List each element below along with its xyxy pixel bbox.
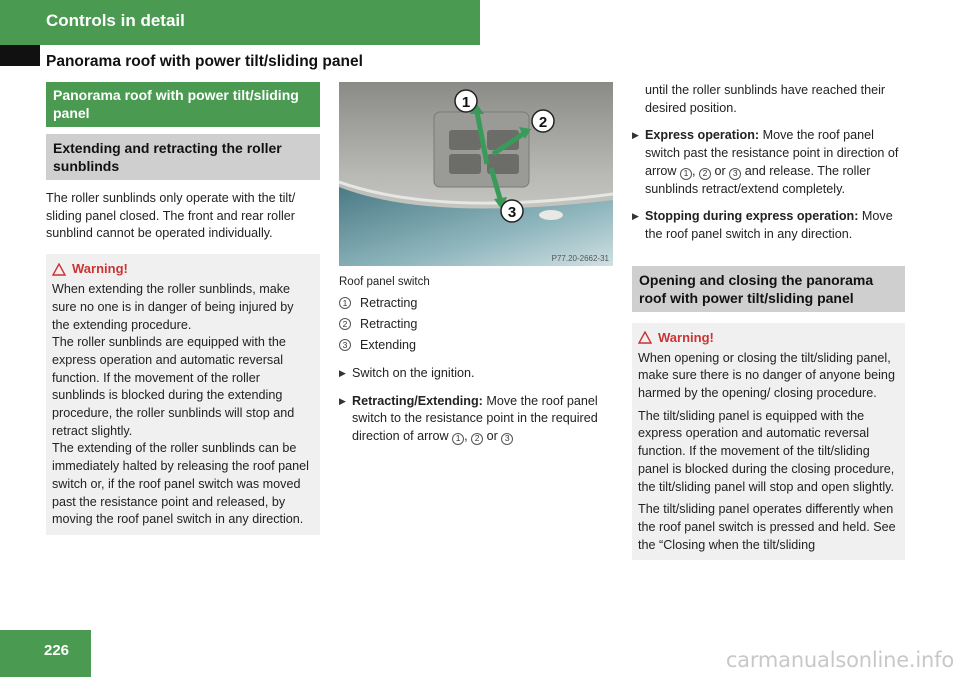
bullet-arrow-icon: ▶ bbox=[632, 130, 639, 141]
bullet-arrow-icon: ▶ bbox=[339, 368, 346, 378]
watermark: carmanualsonline.info bbox=[725, 648, 954, 672]
warning-box bbox=[46, 254, 320, 535]
number-1-icon: 1 bbox=[680, 168, 692, 180]
warning-paragraph: The tilt/sliding panel operates differently when the roof panel switch is pressed and held. See the “Closing when the tilt/sliding bbox=[638, 502, 896, 552]
step-body: Move the roof panel switch past the resistance point in direction of arrow bbox=[645, 128, 899, 178]
intro-paragraph: The roller sunblinds only operate with the tilt/ sliding panel closed. The front and rear roller sunblind cannot be operated individually. bbox=[46, 191, 296, 241]
section-title: Controls in detail bbox=[46, 11, 185, 30]
roof-panel-switch-photo bbox=[339, 82, 613, 266]
legend-list bbox=[339, 292, 613, 355]
callout-2: 2 bbox=[538, 114, 548, 131]
separator-text: or bbox=[714, 163, 726, 178]
number-1-icon: 1 bbox=[339, 297, 351, 309]
step-text bbox=[645, 127, 905, 198]
step-body: Move the roof panel switch to the resistance point in the required direction of arrow bbox=[352, 393, 598, 444]
page-subtitle: Panorama roof with power tilt/sliding panel bbox=[46, 53, 363, 70]
warning-title-text: Warning! bbox=[658, 329, 714, 345]
step-text bbox=[645, 208, 905, 243]
bullet-arrow-icon: ▶ bbox=[632, 211, 639, 222]
warning-title bbox=[52, 260, 314, 278]
legend-label: Retracting bbox=[360, 295, 418, 310]
section-heading: Panorama roof with power tilt/sliding panel bbox=[46, 82, 320, 127]
step-label: Express operation: bbox=[645, 128, 760, 143]
warning-paragraph: When extending the roller sunblinds, make sure no one is in danger of being injured by the extending procedure. bbox=[52, 282, 294, 332]
callout-3: 3 bbox=[507, 204, 517, 221]
separator-text: , bbox=[692, 163, 696, 178]
page-number: 226 bbox=[44, 642, 70, 659]
legend-item bbox=[339, 313, 613, 334]
step-label: Stopping during express operation: bbox=[645, 209, 859, 224]
step-body: and release. The roller sunblinds retract/extend completely. bbox=[645, 163, 871, 196]
number-2-icon: 2 bbox=[699, 168, 711, 180]
legend-label: Extending bbox=[360, 337, 417, 352]
photo-code: P77.20-2662-31 bbox=[551, 254, 609, 263]
number-3-icon: 3 bbox=[501, 433, 513, 445]
step-text: Switch on the ignition. bbox=[352, 366, 475, 380]
continued-text: until the roller sunblinds have reached their desired position. bbox=[645, 83, 886, 115]
callout-1: 1 bbox=[461, 94, 471, 111]
number-3-icon: 3 bbox=[339, 339, 351, 351]
step-body: Move the roof panel switch in any direction. bbox=[645, 209, 893, 241]
number-3-icon: 3 bbox=[729, 168, 741, 180]
column-right bbox=[632, 82, 905, 560]
legend-item bbox=[339, 292, 613, 313]
step-item bbox=[632, 127, 905, 198]
step-item bbox=[339, 393, 613, 446]
warning-triangle-icon bbox=[52, 263, 66, 276]
warning-title-text: Warning! bbox=[72, 261, 128, 277]
step-text bbox=[352, 393, 613, 446]
photo-caption: Roof panel switch bbox=[339, 276, 430, 288]
warning-triangle-icon bbox=[638, 331, 652, 344]
column-middle bbox=[339, 82, 613, 446]
warning-paragraph: The roller sunblinds are equipped with the express operation and automatic reversal function. If the movement of the roller sunblinds is blocked during the extending procedure, the roller sunblinds will stop and retract slightly. bbox=[52, 335, 295, 438]
warning-title bbox=[638, 329, 899, 347]
number-1-icon: 1 bbox=[452, 433, 464, 445]
step-item bbox=[339, 365, 613, 383]
subsection-heading: Extending and retracting the roller sunblinds bbox=[46, 134, 320, 180]
separator-text: or bbox=[486, 429, 498, 444]
subsection-heading: Opening and closing the panorama roof with power tilt/sliding panel bbox=[632, 266, 905, 312]
number-2-icon: 2 bbox=[471, 433, 483, 445]
legend-item bbox=[339, 334, 613, 355]
separator-text: , bbox=[464, 429, 468, 444]
header-tab-marker bbox=[0, 45, 40, 66]
warning-paragraph: The tilt/sliding panel is equipped with the express operation and automatic reversal function. If the movement of the tilt/sliding panel is blocked during the closing procedure, the tilt/sliding panel will stop and open slightly. bbox=[638, 408, 895, 494]
step-label: Retracting/Extending: bbox=[352, 393, 483, 408]
column-left bbox=[46, 82, 320, 535]
bullet-arrow-icon: ▶ bbox=[339, 395, 346, 406]
warning-paragraph: When opening or closing the tilt/sliding panel, make sure there is no danger of anyone being harmed by the opening/ closing procedure. bbox=[638, 350, 895, 401]
legend-label: Retracting bbox=[360, 316, 418, 331]
number-2-icon: 2 bbox=[339, 318, 351, 330]
warning-paragraph: The extending of the roller sunblinds can be immediately halted by releasing the roof panel switch or, if the roof panel switch was moved past the resistance point and released, by moving the roof panel switch in any direction. bbox=[52, 441, 309, 527]
step-item bbox=[632, 208, 905, 243]
warning-box bbox=[632, 323, 905, 561]
